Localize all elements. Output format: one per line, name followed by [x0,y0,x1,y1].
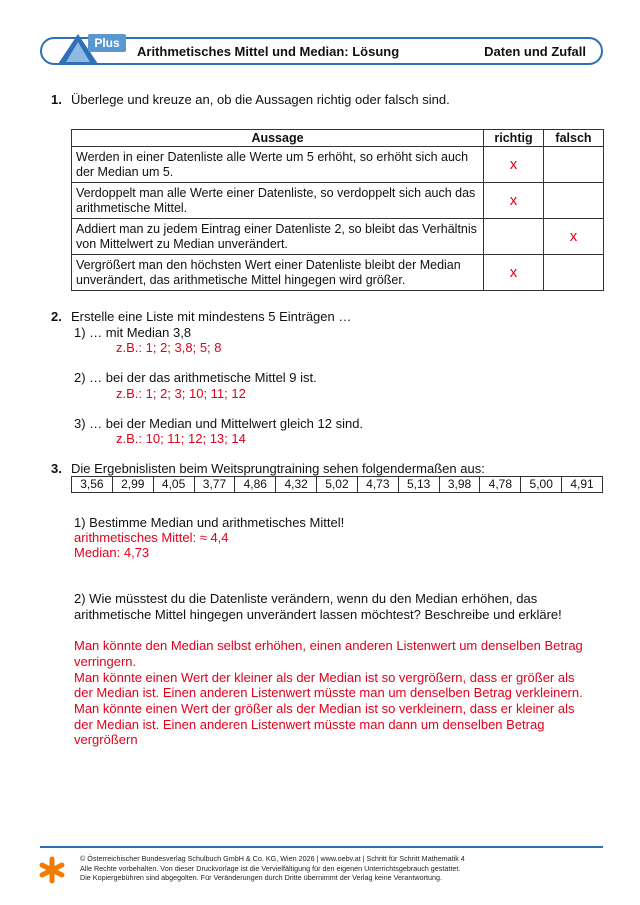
result-cell: 2,99 [112,477,153,493]
q3-answer-line: Man könnte den Median selbst erhöhen, einen anderen Listenwert um denselben Betrag [74,638,583,653]
result-cell: 4,73 [357,477,398,493]
q3-answer-line: verringern. [74,654,137,669]
q1-table [71,129,604,291]
q3-answer-mean: arithmetisches Mittel: ≈ 4,4 [74,530,229,545]
result-cell: 4,86 [235,477,276,493]
q1-header-row [72,130,604,147]
q3-answer-line: Man könnte einen Wert der größer als der Median ist so verkleinern, dass er kleiner als [74,701,575,716]
results-row [72,477,603,493]
true-checkbox[interactable] [484,219,544,255]
q3-number: 3. [51,461,62,476]
statement-cell: Vergrößert man den höchsten Wert einer Datenliste bleibt der Median unverändert, das arithmetische Mittel hingegen wird größer. [72,255,484,291]
false-checkbox[interactable] [544,255,604,291]
q2-item-label: 2) … bei der das arithmetische Mittel 9 ist. [74,370,317,385]
true-checkbox[interactable]: x [484,183,544,219]
footer-copyright: © Österreichischer Bundesverlag Schulbuch GmbH & Co. KG, Wien 2026 | www.oebv.at | Schritt für Schritt Mathematik 4 Alle Rechte vorbehalten. Von dieser Druckvorlage ist die Vervielfältigung für den eigenen Unterrichtsgebrauch gestattet. Die Kopiergebühren sind abgegolten. Für Veränderungen durch Dritte übernimmt der Verlag keine Verantwortung. [80,854,465,882]
q3-answer-line: der Median ist. Einen anderen Listenwert müsste man dann um denselben Betrag [74,717,545,732]
statement-cell: Addiert man zu jedem Eintrag einer Datenliste 2, so bleibt das Verhältnis von Mittelwert zu Median unverändert. [72,219,484,255]
statement-cell: Werden in einer Datenliste alle Werte um 5 erhöht, so erhöht sich auch der Median um 5. [72,147,484,183]
footer-divider [40,846,603,848]
q2-item-answer: z.B.: 1; 2; 3,8; 5; 8 [116,340,222,355]
page-title: Arithmetisches Mittel und Median: Lösung [137,44,400,59]
result-cell: 3,98 [439,477,480,493]
false-checkbox[interactable] [544,183,604,219]
false-checkbox[interactable]: x [544,219,604,255]
table-row [72,219,604,255]
result-cell: 4,05 [153,477,194,493]
q3-answer-line: vergrößern [74,732,138,747]
table-row [72,183,604,219]
result-cell: 5,00 [521,477,562,493]
result-cell: 5,13 [398,477,439,493]
q3-task2-line: arithmetische Mittel hingegen unverändert lassen möchtest? Beschreibe und erkläre! [74,607,562,622]
q3-task2-line: 2) Wie müsstest du die Datenliste verändern, wenn du den Median erhöhen, das [74,591,538,606]
q2-item-answer: z.B.: 10; 11; 12; 13; 14 [116,431,246,446]
q3-answer-line: der Median ist. Einen anderen Listenwert müsste man um denselben Betrag verkleinern. [74,685,583,700]
false-checkbox[interactable] [544,147,604,183]
q3-prompt: Die Ergebnislisten beim Weitsprungtraining sehen folgendermaßen aus: [71,461,485,476]
subject-label: Daten und Zufall [484,44,586,59]
true-checkbox[interactable]: x [484,255,544,291]
result-cell: 4,32 [276,477,317,493]
q1-prompt: Überlege und kreuze an, ob die Aussagen richtig oder falsch sind. [71,92,450,107]
statement-cell: Verdoppelt man alle Werte einer Datenliste, so verdoppelt sich auch das arithmetische Mittel. [72,183,484,219]
q1-header-false: falsch [544,130,604,147]
result-cell: 4,91 [562,477,603,493]
oebv-logo-icon [38,856,66,884]
q2-item-label: 1) … mit Median 3,8 [74,325,192,340]
plus-badge: Plus [88,34,126,52]
result-cell: 4,78 [480,477,521,493]
true-checkbox[interactable]: x [484,147,544,183]
q2-prompt: Erstelle eine Liste mit mindestens 5 Einträgen … [71,309,352,324]
results-table [71,476,603,493]
q2-item-answer: z.B.: 1; 2; 3; 10; 11; 12 [116,386,246,401]
table-row [72,147,604,183]
q1-header-statement: Aussage [72,130,484,147]
q2-item-label: 3) … bei der Median und Mittelwert gleich 12 sind. [74,416,364,431]
q3-task1: 1) Bestimme Median und arithmetisches Mittel! [74,515,345,530]
q2-number: 2. [51,309,62,324]
q1-number: 1. [51,92,62,107]
result-cell: 5,02 [317,477,358,493]
table-row [72,255,604,291]
q3-answer-median: Median: 4,73 [74,545,150,560]
result-cell: 3,56 [72,477,113,493]
result-cell: 3,77 [194,477,235,493]
q1-header-true: richtig [484,130,544,147]
q3-answer-line: Man könnte einen Wert der kleiner als der Median ist so vergrößern, dass er größer als [74,670,575,685]
